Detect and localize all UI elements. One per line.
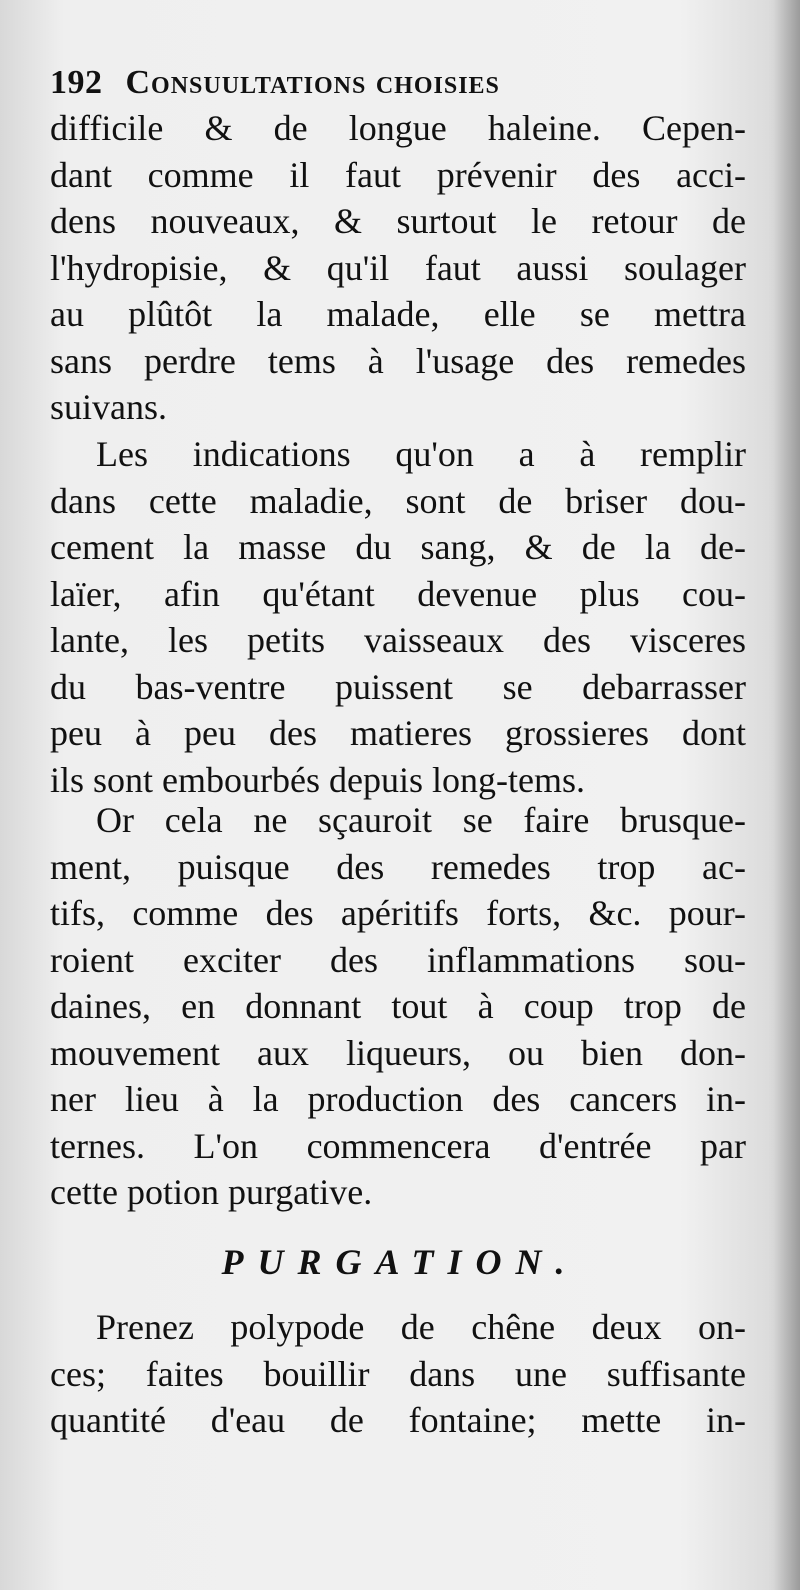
text-line: Or cela ne sçauroit se faire brusque- [96, 800, 746, 840]
text-line: tifs, comme des apéritifs forts, &c. pour- [50, 893, 746, 933]
running-header [50, 58, 750, 108]
text-line: Prenez polypode de chêne deux on- [96, 1307, 746, 1347]
text-line: dens nouveaux, & surtout le retour de [50, 201, 746, 241]
text-line: ils sont embourbés depuis long-tems. [50, 759, 585, 800]
page-edge-shadow [774, 0, 800, 1590]
text-line: daines, en donnant tout à coup trop de [50, 986, 746, 1026]
text-line: l'hydropisie, & qu'il faut aussi soulager [50, 247, 746, 288]
text-line: quantité d'eau de fontaine; mette in- [50, 1400, 746, 1440]
page-number: 192 [50, 64, 103, 101]
text-line: Les indications qu'on a à remplir [96, 434, 746, 474]
text-line: dant comme il faut prévenir des acci- [50, 154, 746, 195]
text-line: difficile & de longue haleine. Cepen- [50, 108, 746, 148]
section-heading: PURGATION. [221, 1242, 579, 1282]
text-line: suivans. [50, 387, 167, 427]
text-line: cette potion purgative. [50, 1172, 373, 1212]
text-line: laïer, afin qu'étant devenue plus cou- [50, 573, 746, 614]
text-line: lante, les petits vaisseaux des visceres [50, 620, 746, 660]
text-line: mouvement aux liqueurs, ou bien don- [50, 1032, 746, 1073]
text-line: du bas-ventre puissent se debarrasser [50, 666, 746, 707]
paragraph-2 [50, 431, 746, 803]
text-line: peu à peu des matieres grossieres dont [50, 713, 746, 753]
text-line: cement la masse du sang, & de la de- [50, 527, 746, 567]
paragraph-3 [50, 797, 746, 1216]
paragraph-1 [50, 105, 746, 431]
running-title: Consuultations choisies [125, 64, 500, 101]
text-line: roient exciter des inflammations sou- [50, 939, 746, 980]
text-line: ternes. L'on commencera d'entrée par [50, 1125, 746, 1166]
text-line: ner lieu à la production des cancers in- [50, 1079, 746, 1119]
text-line: sans perdre tems à l'usage des remedes [50, 340, 746, 381]
recipe-paragraph [50, 1304, 746, 1444]
text-line: au plûtôt la malade, elle se mettra [50, 294, 746, 334]
text-line: dans cette maladie, sont de briser dou- [50, 480, 746, 521]
text-line: ment, puisque des remedes trop ac- [50, 846, 746, 887]
text-line: ces; faites bouillir dans une suffisante [50, 1353, 746, 1394]
